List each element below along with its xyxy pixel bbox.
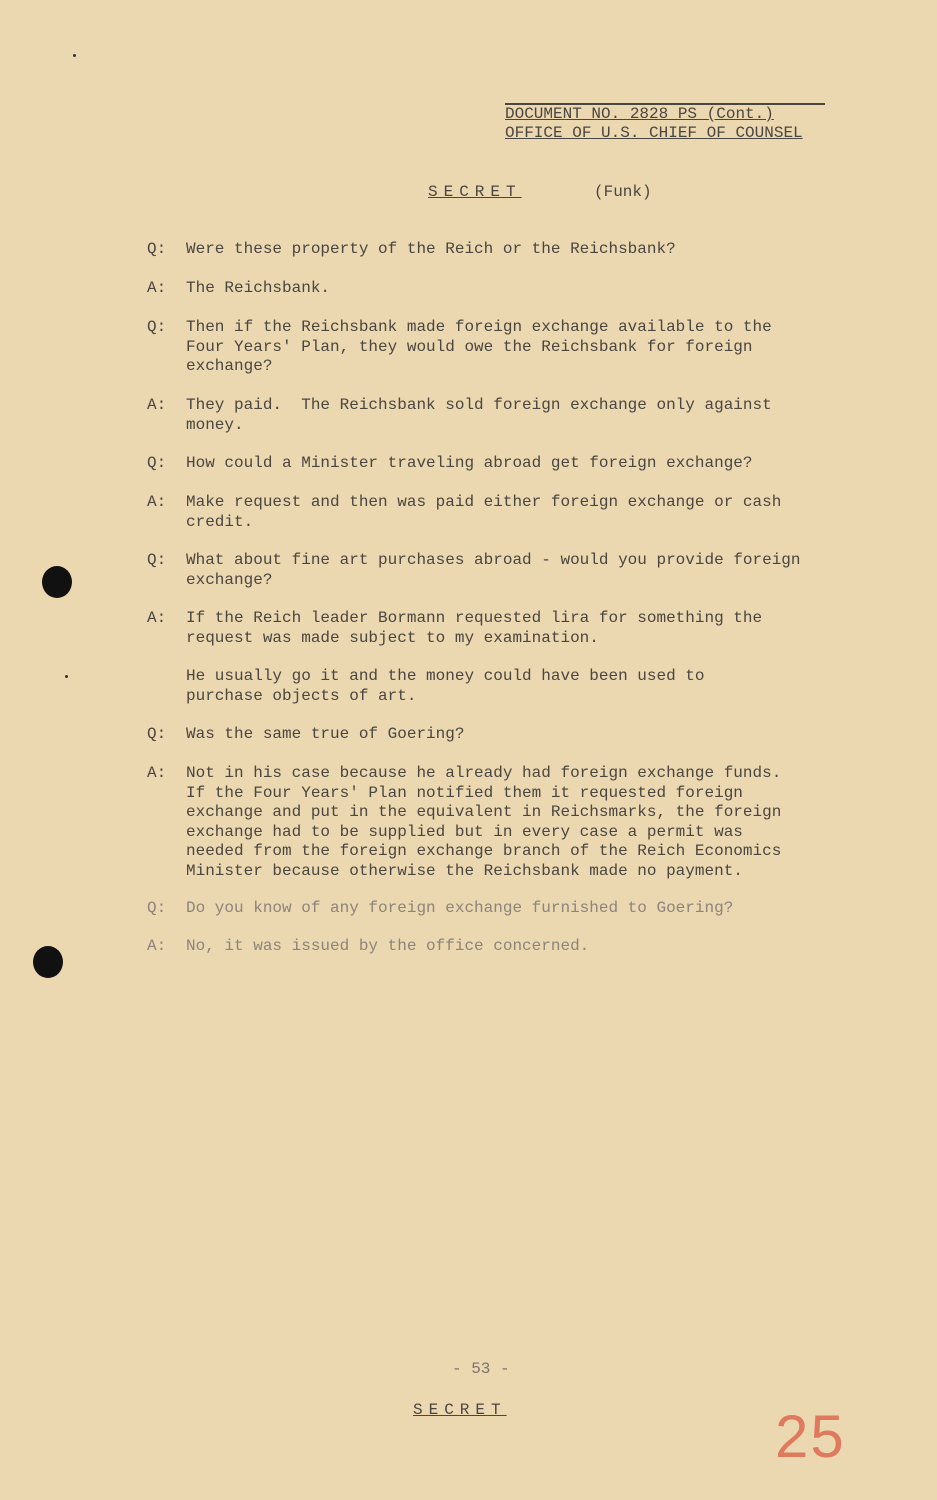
speck <box>65 675 68 678</box>
qa-label: A: <box>147 609 167 627</box>
qa-text: No, it was issued by the office concerned. <box>186 937 590 955</box>
subject-name: (Funk) <box>594 183 652 201</box>
office-name: OFFICE OF U.S. CHIEF OF COUNSEL <box>505 124 803 142</box>
qa-text: Were these property of the Reich or the Reichsbank? <box>186 240 676 258</box>
qa-entry <box>147 609 827 648</box>
qa-label: A: <box>147 937 167 955</box>
header-rule <box>505 103 825 105</box>
speck <box>73 54 76 57</box>
qa-entry <box>147 396 827 435</box>
punch-hole <box>42 566 72 598</box>
qa-text: Make request and then was paid either foreign exchange or cash credit. <box>186 493 782 531</box>
page-number: - 53 - <box>452 1360 510 1378</box>
classification-heading: SECRET <box>428 183 522 201</box>
qa-label: Q: <box>147 725 167 743</box>
qa-label: A: <box>147 764 167 782</box>
qa-label: A: <box>147 396 167 414</box>
qa-entry <box>147 937 827 957</box>
qa-text: Then if the Reichsbank made foreign exchange available to the Four Years' Plan, they would owe the Reichsbank for foreign exchange? <box>186 318 772 375</box>
qa-text: If the Reich leader Bormann requested lira for something the request was made subject to my examination. <box>186 609 763 647</box>
qa-label: Q: <box>147 240 167 258</box>
qa-label: Q: <box>147 454 167 472</box>
stamped-number: 25 <box>775 1403 846 1470</box>
qa-entry <box>147 899 827 919</box>
qa-text: They paid. The Reichsbank sold foreign exchange only against money. <box>186 396 772 434</box>
qa-label: A: <box>147 493 167 511</box>
qa-entry <box>147 667 827 706</box>
footer-classification: SECRET <box>413 1401 507 1419</box>
punch-hole <box>33 946 63 978</box>
qa-text: Was the same true of Goering? <box>186 725 465 743</box>
qa-entry <box>147 240 827 260</box>
qa-entry <box>147 725 827 745</box>
document-number: DOCUMENT NO. 2828 PS (Cont.) <box>505 105 774 123</box>
qa-text: The Reichsbank. <box>186 279 331 297</box>
qa-text: How could a Minister traveling abroad get foreign exchange? <box>186 454 753 472</box>
qa-entry <box>147 318 827 377</box>
qa-entry <box>147 279 827 299</box>
qa-label: Q: <box>147 318 167 336</box>
qa-entry <box>147 764 827 881</box>
qa-label: Q: <box>147 899 167 917</box>
qa-text: Not in his case because he already had foreign exchange funds. If the Four Years' Plan notified them it requested foreign exchange and put in the equivalent in Reichsmarks, the foreign exchange had to be supplied but in every case a permit was needed from the foreign exchange branch of the Reich Economics Minister because otherwise the Reichsbank made no payment. <box>186 764 782 880</box>
document-header <box>505 105 803 143</box>
qa-entry <box>147 551 827 590</box>
qa-text: He usually go it and the money could have been used to purchase objects of art. <box>186 667 705 705</box>
qa-label: Q: <box>147 551 167 569</box>
qa-entry <box>147 454 827 474</box>
qa-text: Do you know of any foreign exchange furnished to Goering? <box>186 899 734 917</box>
qa-text: What about fine art purchases abroad - would you provide foreign exchange? <box>186 551 801 589</box>
qa-label: A: <box>147 279 167 297</box>
qa-entry <box>147 493 827 532</box>
